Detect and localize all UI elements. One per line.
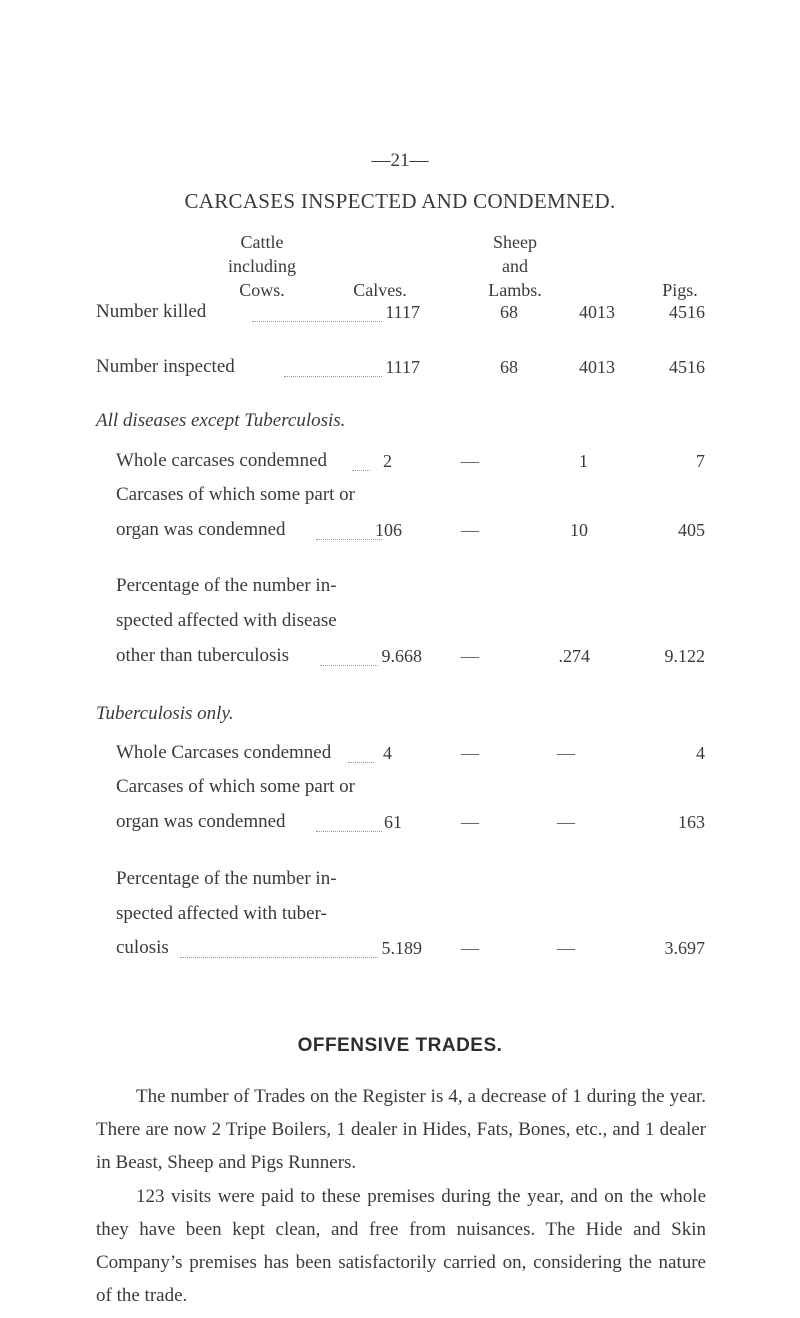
section-heading-tuberculosis: Tuberculosis only. [96, 703, 234, 724]
column-header-calves: Calves. [353, 280, 407, 300]
s2-pct-calves: — [461, 938, 479, 958]
s1-pct-pigs: 9.122 [664, 646, 705, 666]
s1-part-label-line1: Carcases of which some part or [116, 484, 356, 505]
offensive-trades-paragraph-2: 123 visits were paid to these premises during the year, and on the whole they have been kept clean, and free from nuisances. The Hide and Skin Company’s premises has been satisfactorily carried on, considering the nature of the trade. [96, 1186, 706, 1306]
s1-whole-label: Whole carcases condemned [116, 450, 328, 471]
column-header-sheep [460, 230, 570, 302]
inspected-sheep: 4013 [579, 357, 615, 377]
inspected-calves: 68 [500, 357, 518, 377]
s1-pct-cattle: 9.668 [381, 646, 422, 666]
s2-whole-sheep: — [557, 743, 575, 763]
s1-pct-calves: — [461, 646, 479, 666]
column-header-sheep-line1: Sheep [493, 232, 537, 252]
s2-whole-cattle: 4 [383, 743, 392, 763]
s1-whole-calves: — [461, 451, 479, 471]
column-header-pigs: Pigs. [662, 280, 698, 300]
s2-pct-cattle: 5.189 [381, 938, 422, 958]
row-label-killed: Number killed [96, 301, 207, 322]
column-header-cattle-line1: Cattle [240, 232, 284, 252]
column-header-sheep-line2: and [502, 256, 528, 276]
s1-pct-label-line2: spected affected with disease [116, 610, 337, 631]
leader-dots [180, 956, 378, 958]
s1-part-sheep: 10 [570, 520, 588, 540]
section-heading-offensive-trades: OFFENSIVE TRADES. [297, 1035, 503, 1056]
s1-part-calves: — [461, 520, 479, 540]
s1-part-cattle: 106 [375, 520, 402, 540]
column-header-cattle-line3: Cows. [239, 280, 285, 300]
section-heading-all-diseases: All diseases except Tuberculosis. [96, 410, 346, 431]
s2-part-sheep: — [557, 812, 575, 832]
column-header-sheep-line3: Lambs. [488, 280, 542, 300]
killed-pigs: 4516 [669, 302, 705, 322]
s2-pct-pigs: 3.697 [664, 938, 705, 958]
s1-part-pigs: 405 [678, 520, 705, 540]
s1-whole-pigs: 7 [696, 451, 705, 471]
killed-cattle: 1117 [385, 302, 420, 322]
offensive-trades-paragraph-1: The number of Trades on the Register is 4, a decrease of 1 during the year. There are now 2 Tripe Boilers, 1 dealer in Hides, Fats, Bones, etc., and 1 dealer in Beast, Sheep and Pigs Runners. [96, 1086, 706, 1173]
s2-part-label-line1: Carcases of which some part or [116, 776, 356, 797]
s2-part-label-line2: organ was condemned [116, 811, 286, 832]
page-title: CARCASES INSPECTED AND CONDEMNED. [184, 189, 616, 213]
s2-part-calves: — [461, 812, 479, 832]
s2-pct-label-line3: culosis [116, 937, 169, 958]
column-header-cattle-line2: including [228, 256, 296, 276]
s1-pct-label-line1: Percentage of the number in- [116, 575, 337, 596]
s1-pct-sheep: .274 [558, 646, 590, 666]
page-number: —21— [371, 150, 429, 171]
s2-whole-label: Whole Carcases condemned [116, 742, 332, 763]
s1-pct-label-line3: other than tuberculosis [116, 645, 290, 666]
s2-whole-calves: — [461, 743, 479, 763]
killed-calves: 68 [500, 302, 518, 322]
s2-pct-sheep: — [557, 938, 575, 958]
row-label-inspected: Number inspected [96, 356, 235, 377]
column-header-cattle [200, 230, 324, 302]
s2-pct-label-line2: spected affected with tuber- [116, 903, 327, 924]
s2-part-pigs: 163 [678, 812, 705, 832]
inspected-cattle: 1117 [385, 357, 420, 377]
s1-whole-cattle: 2 [383, 451, 392, 471]
s1-part-label-line2: organ was condemned [116, 519, 286, 540]
s2-pct-label-line1: Percentage of the number in- [116, 868, 337, 889]
s2-part-cattle: 61 [384, 812, 402, 832]
s2-whole-pigs: 4 [696, 743, 705, 763]
s1-whole-sheep: 1 [579, 451, 588, 471]
killed-sheep: 4013 [579, 302, 615, 322]
inspected-pigs: 4516 [669, 357, 705, 377]
